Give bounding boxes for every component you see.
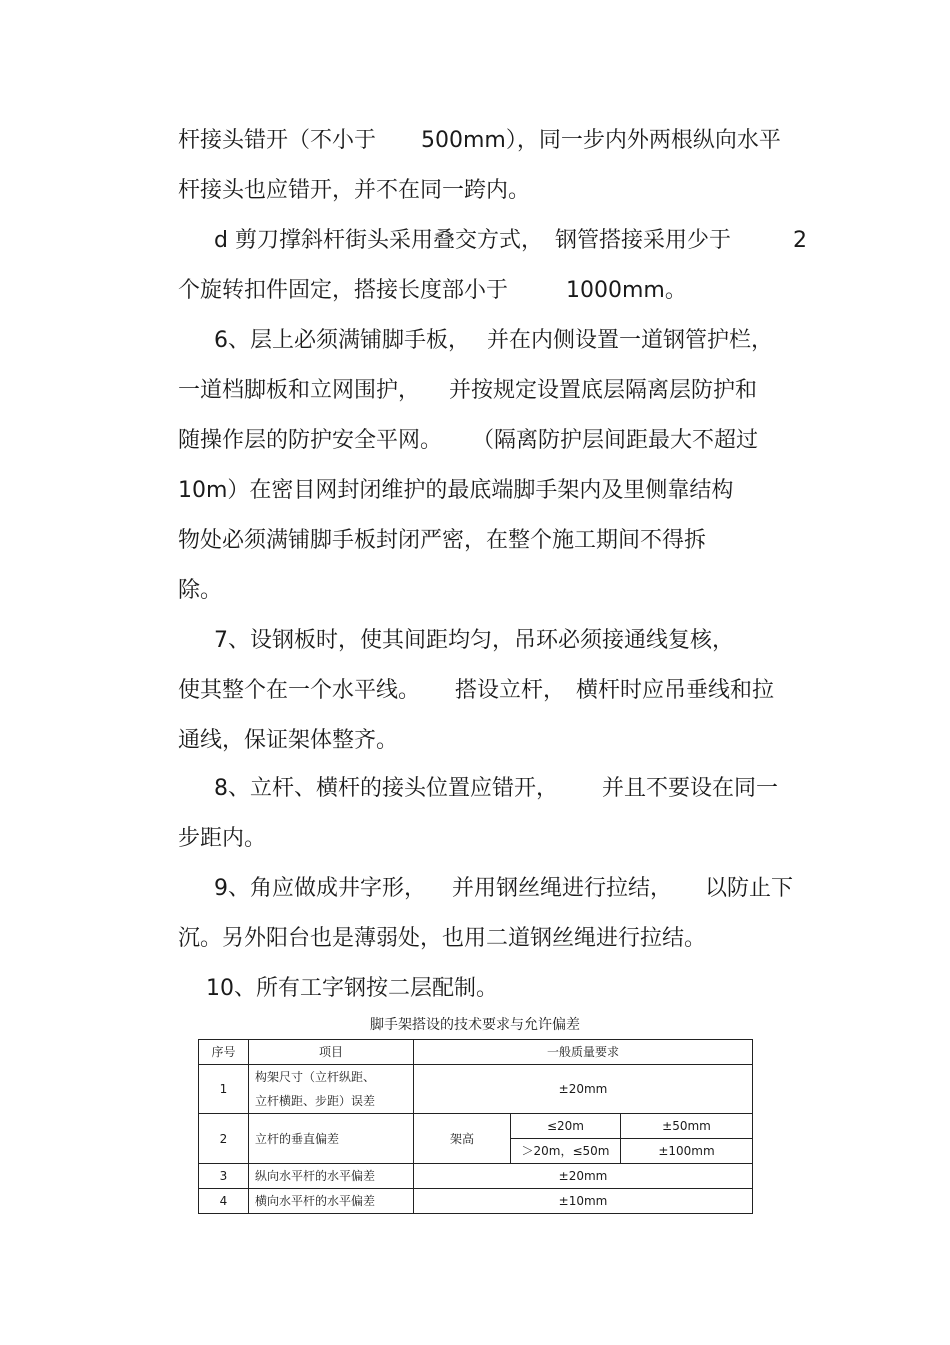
text-line — [0, 121, 950, 161]
text-line — [0, 171, 950, 211]
item-text: 构架尺寸（立杆纵距、 — [255, 1070, 376, 1084]
item-cell — [249, 1065, 414, 1114]
text-segment: 一道档脚板和立网围护， — [178, 378, 421, 403]
text-line — [0, 271, 950, 311]
tolerance-table — [198, 1039, 753, 1214]
text-segment: 10m）在密目网封闭维护的最底端脚手架内及里侧靠结构 — [178, 478, 734, 503]
text-segment: 1000mm。 — [566, 278, 687, 303]
sub-item-cell: 架高 — [414, 1114, 511, 1164]
text-segment: 10、所有工字钢按二层配制。 — [206, 976, 498, 1001]
requirement-cell: ±20mm — [414, 1164, 753, 1189]
text-segment: 并在内侧设置一道钢管护栏， — [487, 328, 774, 353]
text-segment: 使其整个在一个水平线。 — [178, 678, 421, 703]
item-text: 立杆横距、步距）误差 — [255, 1094, 376, 1108]
requirement-cell: ±50mm — [621, 1114, 753, 1139]
text-segment: d 剪刀撑斜杆街头采用叠交方式， — [214, 228, 543, 253]
table-row — [199, 1189, 753, 1214]
text-segment: 物处必须满铺脚手板封闭严密，在整个施工期间不得拆 — [178, 528, 707, 553]
text-line — [0, 969, 950, 1009]
table-caption: 脚手架搭设的技术要求与允许偏差 — [370, 1017, 580, 1033]
text-segment: （隔离防护层间距最大不超过 — [472, 428, 759, 453]
text-segment: 通线，保证架体整齐。 — [178, 728, 399, 753]
item-cell: 立杆的垂直偏差 — [249, 1114, 414, 1164]
text-segment: 搭设立杆， — [455, 678, 566, 703]
text-segment: 除。 — [178, 578, 223, 603]
text-line — [0, 221, 950, 261]
text-segment: 以防止下 — [705, 876, 794, 901]
table-header-row — [199, 1040, 753, 1065]
text-line — [0, 321, 950, 361]
text-segment: 沉。另外阳台也是薄弱处，也用二道钢丝绳进行拉结。 — [178, 926, 707, 951]
text-line — [0, 571, 950, 611]
condition-cell: ＞20m，≤50m — [511, 1139, 621, 1164]
text-segment: 横杆时应吊垂线和拉 — [576, 678, 775, 703]
text-segment: 7、设钢板时，使其间距均匀，吊环必须接通线复核， — [214, 628, 734, 653]
row-number: 1 — [199, 1065, 249, 1114]
condition-cell: ≤20m — [511, 1114, 621, 1139]
row-number: 4 — [199, 1189, 249, 1214]
text-line — [0, 421, 950, 461]
text-line — [0, 819, 950, 859]
item-cell: 横向水平杆的水平偏差 — [249, 1189, 414, 1214]
requirement-cell: ±20mm — [414, 1065, 753, 1114]
text-segment: 9、角应做成井字形， — [214, 876, 426, 901]
text-segment: 500mm），同一步内外两根纵向水平 — [421, 128, 781, 153]
table-row — [199, 1114, 753, 1139]
text-segment: 并用钢丝绳进行拉结， — [452, 876, 673, 901]
text-line — [0, 471, 950, 511]
text-line — [0, 721, 950, 761]
row-number: 2 — [199, 1114, 249, 1164]
text-line — [0, 919, 950, 959]
item-cell: 纵向水平杆的水平偏差 — [249, 1164, 414, 1189]
text-segment: 并且不要设在同一 — [602, 776, 779, 801]
text-segment: 杆接头也应错开，并不在同一跨内。 — [178, 178, 531, 203]
text-line — [0, 769, 950, 809]
text-line — [0, 371, 950, 411]
text-segment: 个旋转扣件固定，搭接长度部小于 — [178, 278, 509, 303]
text-segment: 杆接头错开（不小于 — [178, 128, 377, 153]
text-segment: 2 — [793, 228, 807, 253]
text-segment: 步距内。 — [178, 826, 267, 851]
text-line — [0, 671, 950, 711]
header-cell: 项目 — [249, 1040, 414, 1065]
table-row — [199, 1164, 753, 1189]
text-segment: 6、层上必须满铺脚手板， — [214, 328, 470, 353]
row-number: 3 — [199, 1164, 249, 1189]
text-line — [0, 521, 950, 561]
text-segment: 并按规定设置底层隔离层防护和 — [449, 378, 758, 403]
text-line — [0, 621, 950, 661]
requirement-cell: ±100mm — [621, 1139, 753, 1164]
table-row — [199, 1065, 753, 1114]
header-cell: 一般质量要求 — [414, 1040, 753, 1065]
text-line — [0, 869, 950, 909]
header-cell: 序号 — [199, 1040, 249, 1065]
text-segment: 随操作层的防护安全平网。 — [178, 428, 443, 453]
text-segment: 8、立杆、横杆的接头位置应错开， — [214, 776, 558, 801]
requirement-cell: ±10mm — [414, 1189, 753, 1214]
text-segment: 钢管搭接采用少于 — [555, 228, 732, 253]
